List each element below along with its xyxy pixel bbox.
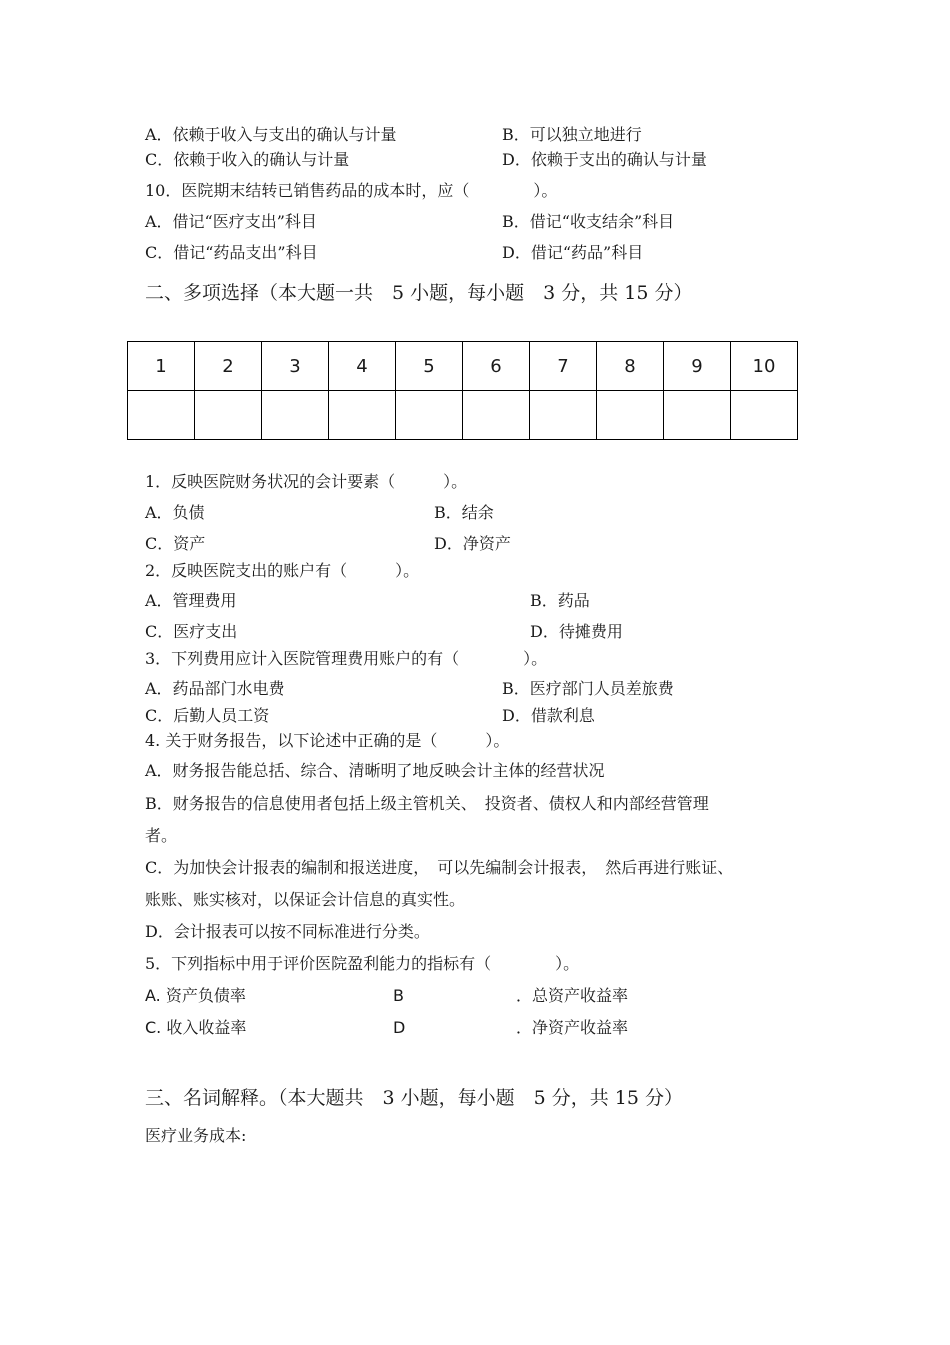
answer-cell[interactable] [597, 391, 664, 440]
answer-header-cell: 3 [262, 342, 329, 391]
q5-option-c: C. 收入收益率 [145, 1018, 247, 1037]
q3-option-a: A．药品部门水电费 [145, 679, 285, 698]
q2-option-a: A．管理费用 [145, 591, 237, 610]
q4-option-a: A．财务报告能总括、综合、清晰明了地反映会计主体的经营状况 [145, 761, 605, 780]
answer-header-cell: 5 [396, 342, 463, 391]
q4-option-c-line1: C．为加快会计报表的编制和报送进度， 可以先编制会计报表， 然后再进行账证、 [145, 858, 734, 877]
q3-option-c: C．后勤人员工资 [145, 706, 270, 725]
section-3-title: 三、名词解释。（本大题共 3 小题，每小题 5 分，共 15 分） [145, 1087, 684, 1109]
q5-option-d-text: ．净资产收益率 [516, 1018, 629, 1037]
q2-option-b: B．药品 [530, 591, 590, 610]
q5-stem: 5．下列指标中用于评价医院盈利能力的指标有（ ）。 [145, 954, 580, 973]
q4-stem: 4. 关于财务报告，以下论述中正确的是（ ）。 [145, 731, 510, 750]
q9-option-d: D．依赖于支出的确认与计量 [502, 150, 707, 169]
answer-cell[interactable] [530, 391, 597, 440]
answer-cell[interactable] [396, 391, 463, 440]
q4-option-b-line1: B．财务报告的信息使用者包括上级主管机关、 投资者、债权人和内部经营管理 [145, 794, 709, 813]
q9-option-a: A．依赖于收入与支出的确认与计量 [145, 125, 397, 144]
q9-option-c: C．依赖于收入的确认与计量 [145, 150, 350, 169]
answer-cell[interactable] [262, 391, 329, 440]
q1-option-d: D．净资产 [434, 534, 511, 553]
answer-header-cell: 10 [731, 342, 798, 391]
q2-stem: 2．反映医院支出的账户有（ ）。 [145, 561, 420, 580]
answer-header-cell: 2 [195, 342, 262, 391]
q2-option-d: D．待摊费用 [530, 622, 623, 641]
answer-cell[interactable] [329, 391, 396, 440]
answer-cell[interactable] [463, 391, 530, 440]
q5-option-b-text: ．总资产收益率 [516, 986, 629, 1005]
answer-cell[interactable] [731, 391, 798, 440]
section-2-title: 二、多项选择（本大题一共 5 小题，每小题 3 分，共 15 分） [145, 282, 693, 304]
answer-cell[interactable] [664, 391, 731, 440]
answer-table [127, 341, 798, 440]
answer-header-cell: 7 [530, 342, 597, 391]
q4-option-b-line2: 者。 [145, 826, 178, 845]
q3-option-d: D．借款利息 [502, 706, 595, 725]
q10-option-c: C．借记“药品支出”科目 [145, 243, 318, 262]
q9-option-b: B．可以独立地进行 [502, 125, 642, 144]
answer-header-cell: 8 [597, 342, 664, 391]
q2-option-c: C．医疗支出 [145, 622, 238, 641]
q5-option-d-letter: D [393, 1018, 406, 1037]
q1-option-c: C．资产 [145, 534, 206, 553]
q5-option-b-letter: B [393, 986, 404, 1005]
answer-cell[interactable] [128, 391, 195, 440]
q10-option-d: D．借记“药品”科目 [502, 243, 644, 262]
answer-header-cell: 6 [463, 342, 530, 391]
q4-option-d: D．会计报表可以按不同标准进行分类。 [145, 922, 430, 941]
q3-option-b: B．医疗部门人员差旅费 [502, 679, 674, 698]
q4-option-c-line2: 账账、账实核对，以保证会计信息的真实性。 [145, 890, 466, 909]
answer-table-header-row [128, 342, 798, 391]
answer-header-cell: 9 [664, 342, 731, 391]
q3-stem: 3．下列费用应计入医院管理费用账户的有（ ）。 [145, 649, 548, 668]
answer-cell[interactable] [195, 391, 262, 440]
q10-stem: 10．医院期末结转已销售药品的成本时，应（ ）。 [145, 181, 558, 200]
term-1-label: 医疗业务成本: [145, 1126, 247, 1145]
answer-header-cell: 1 [128, 342, 195, 391]
q10-option-b: B．借记“收支结余”科目 [502, 212, 675, 231]
q1-option-b: B．结余 [434, 503, 494, 522]
q10-option-a: A．借记“医疗支出”科目 [145, 212, 317, 231]
q1-stem: 1．反映医院财务状况的会计要素（ ）。 [145, 472, 468, 491]
answer-header-cell: 4 [329, 342, 396, 391]
q1-option-a: A．负债 [145, 503, 205, 522]
q5-option-a: A. 资产负债率 [145, 986, 246, 1005]
answer-table-blank-row [128, 391, 798, 440]
